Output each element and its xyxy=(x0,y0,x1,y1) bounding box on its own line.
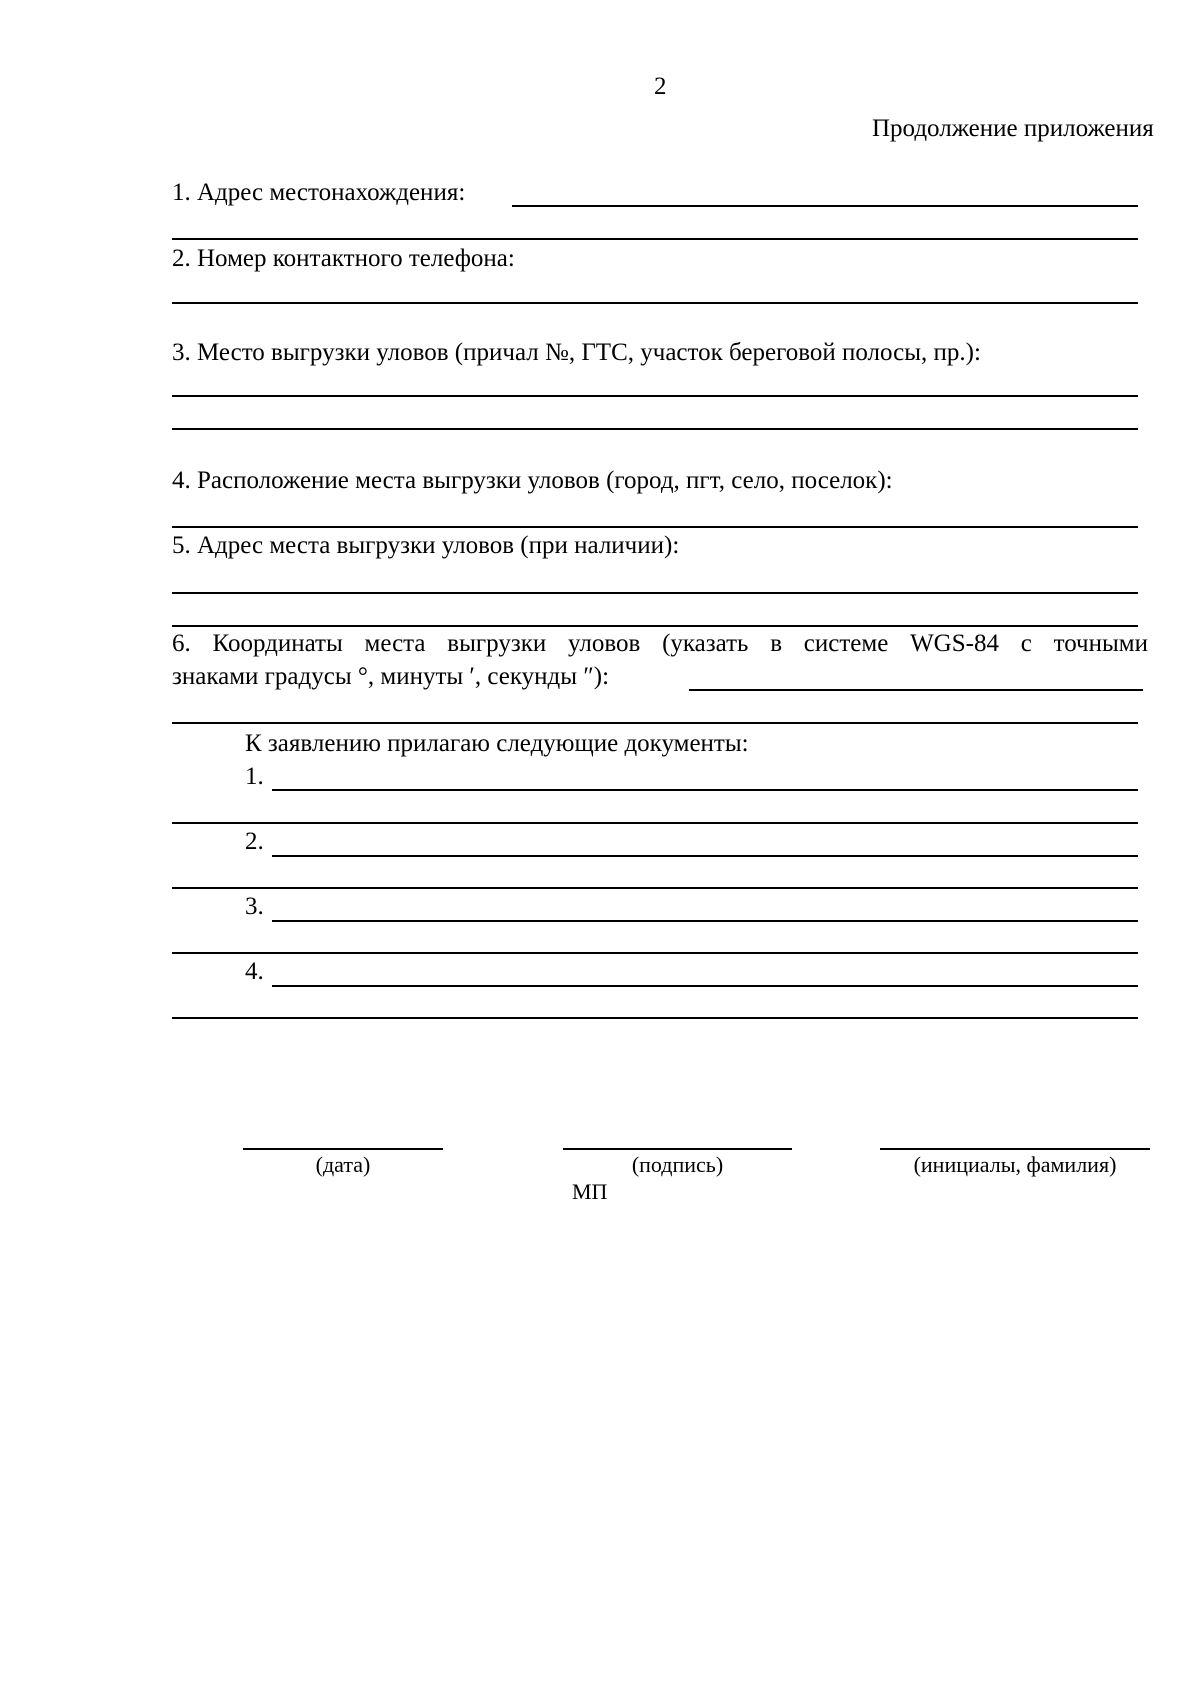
date-label: (дата) xyxy=(315,1152,371,1177)
item-6-label-line-1: 6. Координаты места выгрузки уловов (указать в системе WGS-84 с точными xyxy=(172,630,1148,657)
attachment-1-line-2-input[interactable] xyxy=(172,794,1138,824)
attachment-2-underline xyxy=(272,855,1138,857)
attachment-3-input[interactable] xyxy=(272,891,1138,921)
phone-input[interactable] xyxy=(172,275,1138,305)
signature-label: (подпись) xyxy=(631,1152,724,1177)
attachment-2-input[interactable] xyxy=(272,826,1138,856)
signature-underline xyxy=(563,1148,792,1150)
date-input[interactable] xyxy=(243,1121,443,1151)
signature-input[interactable] xyxy=(563,1121,792,1151)
attachment-2-line-2-input[interactable] xyxy=(172,859,1138,889)
name-label: (инициалы, фамилия) xyxy=(913,1152,1117,1177)
location-type-input[interactable] xyxy=(172,498,1138,528)
attachment-4-line-2-input[interactable] xyxy=(172,989,1138,1019)
item-2-label: 2. Номер контактного телефона: xyxy=(172,245,515,272)
attachment-1-line-2 xyxy=(172,822,1138,824)
attachment-2-line-2 xyxy=(172,887,1138,889)
attachments-intro: К заявлению прилагаю следующие документы: xyxy=(245,730,749,757)
seal-label: МП xyxy=(572,1179,608,1204)
date-underline xyxy=(243,1148,443,1150)
unloading-address-line-2 xyxy=(172,625,1138,627)
address-underline xyxy=(512,205,1138,207)
item-4-label: 4. Расположение места выгрузки уловов (город, пгт, село, поселок): xyxy=(172,467,893,494)
item-3-label: 3. Место выгрузки уловов (причал №, ГТС, участок береговой полосы, пр.): xyxy=(172,339,981,366)
attachment-3-number: 3. xyxy=(245,893,264,920)
attachment-3-line-2 xyxy=(172,952,1138,954)
attachment-1-number: 1. xyxy=(245,763,264,790)
coordinates-input[interactable] xyxy=(689,660,1143,690)
unloading-address-line-1 xyxy=(172,592,1138,594)
coordinates-line-2 xyxy=(172,722,1138,724)
phone-underline xyxy=(172,302,1138,304)
unloading-place-input-1[interactable] xyxy=(172,367,1138,397)
name-underline xyxy=(880,1148,1150,1150)
attachment-3-line-2-input[interactable] xyxy=(172,924,1138,954)
attachment-4-underline xyxy=(272,985,1138,987)
unloading-place-input-2[interactable] xyxy=(172,400,1138,430)
unloading-place-line-2 xyxy=(172,428,1138,430)
attachment-1-input[interactable] xyxy=(272,760,1138,790)
address-line-2-input[interactable] xyxy=(172,210,1138,240)
unloading-address-input-1[interactable] xyxy=(172,564,1138,594)
item-1-label: 1. Адрес местонахождения: xyxy=(172,179,466,206)
attachment-2-number: 2. xyxy=(245,828,264,855)
location-type-underline xyxy=(172,526,1138,528)
unloading-place-line-1 xyxy=(172,395,1138,397)
unloading-address-input-2[interactable] xyxy=(172,597,1138,627)
attachment-4-input[interactable] xyxy=(272,956,1138,986)
coordinates-line-2-input[interactable] xyxy=(172,694,1138,724)
address-line-2 xyxy=(172,238,1138,240)
item-5-label: 5. Адрес места выгрузки уловов (при наличии): xyxy=(172,532,680,559)
attachment-4-number: 4. xyxy=(245,958,264,985)
attachment-1-underline xyxy=(272,789,1138,791)
attachment-4-line-2 xyxy=(172,1017,1138,1019)
name-input[interactable] xyxy=(880,1121,1150,1151)
page-number: 2 xyxy=(654,73,667,100)
item-6-label-line-2: знаками градусы °, минуты ′, секунды ″): xyxy=(172,663,610,690)
coordinates-underline xyxy=(689,689,1143,691)
attachment-3-underline xyxy=(272,920,1138,922)
continuation-label: Продолжение приложения xyxy=(872,115,1154,142)
address-input[interactable] xyxy=(512,176,1138,206)
